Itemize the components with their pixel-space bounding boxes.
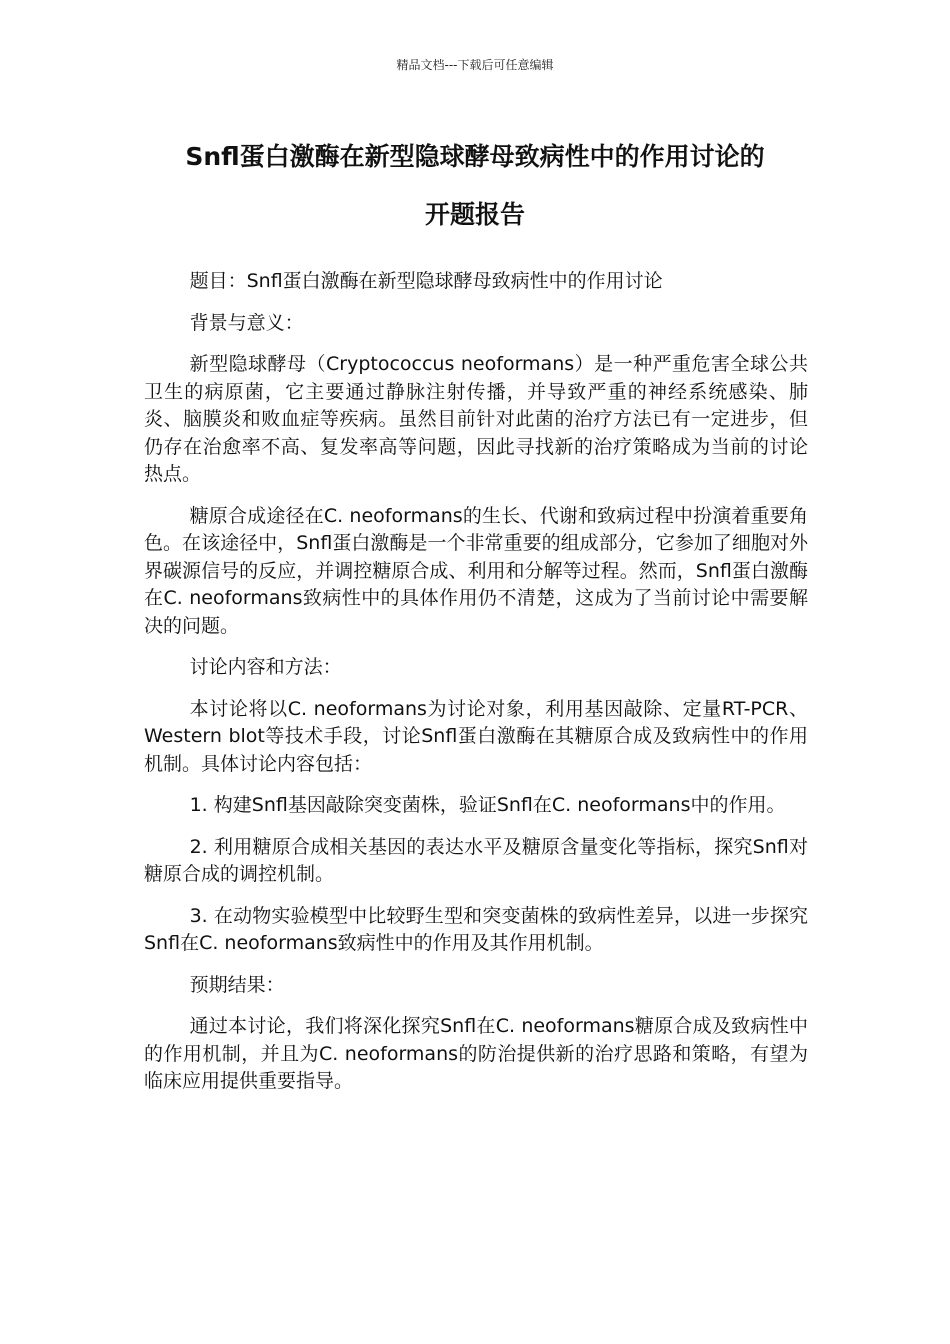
background-paragraph-1: 新型隐球酵母（Cryptococcus neoformans）是一种严重危害全球公共卫生的病原菌，它主要通过静脉注射传播，并导致严重的神经系统感染、肺炎、脑膜炎和败血症等疾病。虽然目前针对此菌的治疗方法已有一定进步，但仍存在治愈率不高、复发率高等问题，因此寻找新的治疗策略成为当前的讨论热点。 [144,353,808,485]
results-heading: 预期结果： [189,973,285,996]
method-item-3: 3. 在动物实验模型中比较野生型和突变菌株的致病性差异，以进一步探究Snfl在C. neoformans致病性中的作用及其作用机制。 [144,904,808,954]
method-item-1: 1. 构建Snfl基因敲除突变菌株，验证Snfl在C. neoformans中的作用。 [189,794,786,816]
background-heading: 背景与意义： [189,311,304,334]
method-item-2: 2. 利用糖原合成相关基因的表达水平及糖原含量变化等指标，探究Snfl对糖原合成的调控机制。 [144,835,808,885]
background-paragraph-2: 糖原合成途径在C. neoformans的生长、代谢和致病过程中扮演着重要角色。在该途径中，Snfl蛋白激酶是一个非常重要的组成部分，它参加了细胞对外界碳源信号的反应，并调控糖原合成、利用和分解等过程。然而，Snfl蛋白激酶在C. neoformans致病性中的具体作用仍不清楚，这成为了当前讨论中需要解决的问题。 [144,504,808,637]
methods-heading: 讨论内容和方法： [189,656,342,678]
results-paragraph: 通过本讨论，我们将深化探究Snfl在C. neoformans糖原合成及致病性中的作用机制，并且为C. neoformans的防治提供新的治疗思路和策略，有望为临床应用提供重要指导。 [144,1015,808,1092]
title-line-1: Snfl蛋白激酶在新型隐球酵母致病性中的作用讨论的 [185,142,765,171]
methods-paragraph: 本讨论将以C. neoformans为讨论对象，利用基因敲除、定量RT-PCR、Western blot等技术手段，讨论Snfl蛋白激酶在其糖原合成及致病性中的作用机制。具体讨论内容包括： [144,697,808,775]
title-line-2: 开题报告 [424,200,525,229]
topic-line: 题目：Snfl蛋白激酶在新型隐球酵母致病性中的作用讨论 [189,270,663,292]
document-title [120,128,830,244]
header-note: 精品文档---下载后可任意编辑 [396,58,554,72]
document-body [144,268,808,1110]
